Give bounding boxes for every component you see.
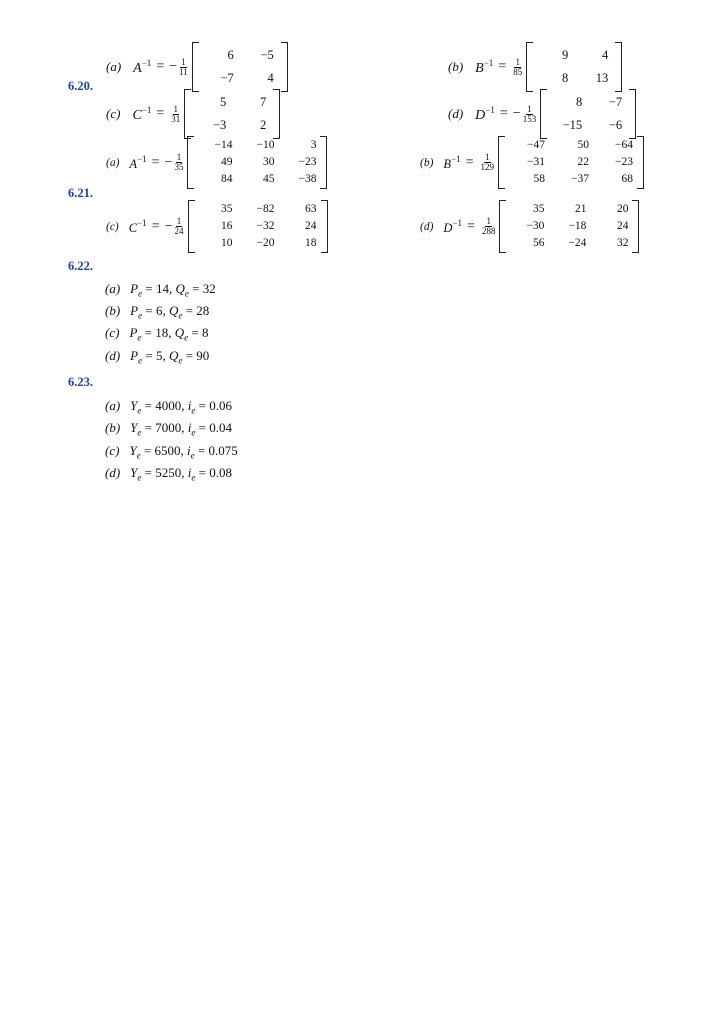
matrix-answer: (b) $B^{-1}$ = $\frac{1}{129}$ −47 50 −64 −31 22 −23 58 −37 68 (420, 136, 644, 189)
matrix-answer: (c) $C^{-1}$ = $\frac{1}{31}$ 5 7 −3 2 (106, 89, 280, 139)
problem-number: 6.20. (68, 79, 93, 93)
problem-number: 6.23. (68, 375, 93, 389)
fraction: $\frac{1}{129}$ (480, 152, 495, 172)
matrix-answer: (b) $B^{-1}$ = $\frac{1}{85}$ 9 4 8 13 (448, 42, 622, 92)
matrix: −14 −10 3 49 30 −23 84 45 −38 (187, 136, 327, 189)
answer-line: (c) $P_e = 18$, $Q_e = 8$ (105, 325, 209, 343)
fraction: $\frac{1}{24}$ (174, 216, 184, 236)
matrix: 9 4 8 13 (526, 42, 622, 92)
answer-line: (c) $Y_e = 6500$, $i_e = 0.075$ (105, 443, 238, 461)
answer-line: (d) $Y_e = 5250$, $i_e = 0.08$ (105, 465, 232, 483)
matrix-answer: (a) $A^{-1}$ = − $\frac{1}{11}$ 6 −5 −7 4 (106, 42, 288, 92)
answer-line: (b) $P_e = 6$, $Q_e = 28$ (105, 303, 210, 321)
fraction: $\frac{1}{85}$ (513, 56, 523, 77)
matrix-answer: (a) $A^{-1}$ = − $\frac{1}{35}$ −14 −10 3 49 30 −23 84 45 −38 (106, 136, 327, 189)
answer-line: (b) $Y_e = 7000$, $i_e = 0.04$ (105, 420, 232, 438)
matrix-answer: (d) $D^{-1}$ = − $\frac{1}{153}$ 8 −7 −15 −6 (448, 89, 636, 139)
matrix: 5 7 −3 2 (184, 89, 280, 139)
fraction: $\frac{1}{153}$ (522, 103, 537, 124)
problem-number: 6.21. (68, 186, 93, 200)
fraction: $\frac{1}{11}$ (179, 56, 188, 77)
answer-line: (a) $Y_e = 4000$, $i_e = 0.06$ (105, 398, 232, 416)
fraction: $\frac{1}{31}$ (171, 103, 181, 124)
answer-line: (d) $P_e = 5$, $Q_e = 90$ (105, 348, 210, 366)
fraction: $\frac{1}{35}$ (174, 152, 184, 172)
matrix: 35 21 20 −30 −18 24 56 −24 32 (499, 200, 639, 253)
matrix: −47 50 −64 −31 22 −23 58 −37 68 (498, 136, 644, 189)
answer-line: (a) $P_e = 14$, $Q_e = 32$ (105, 281, 216, 299)
fraction: $\frac{1}{288}$ (481, 216, 496, 236)
matrix: 35 −82 63 16 −32 24 10 −20 18 (188, 200, 328, 253)
problem-number: 6.22. (68, 259, 93, 273)
matrix-answer: (c) $C^{-1}$ = − $\frac{1}{24}$ 35 −82 63 16 −32 24 10 −20 18 (106, 200, 328, 253)
matrix: 8 −7 −15 −6 (540, 89, 636, 139)
matrix-answer: (d) $D^{-1}$ = $\frac{1}{288}$ 35 21 20 −30 −18 24 56 −24 32 (420, 200, 639, 253)
matrix: 6 −5 −7 4 (192, 42, 288, 92)
